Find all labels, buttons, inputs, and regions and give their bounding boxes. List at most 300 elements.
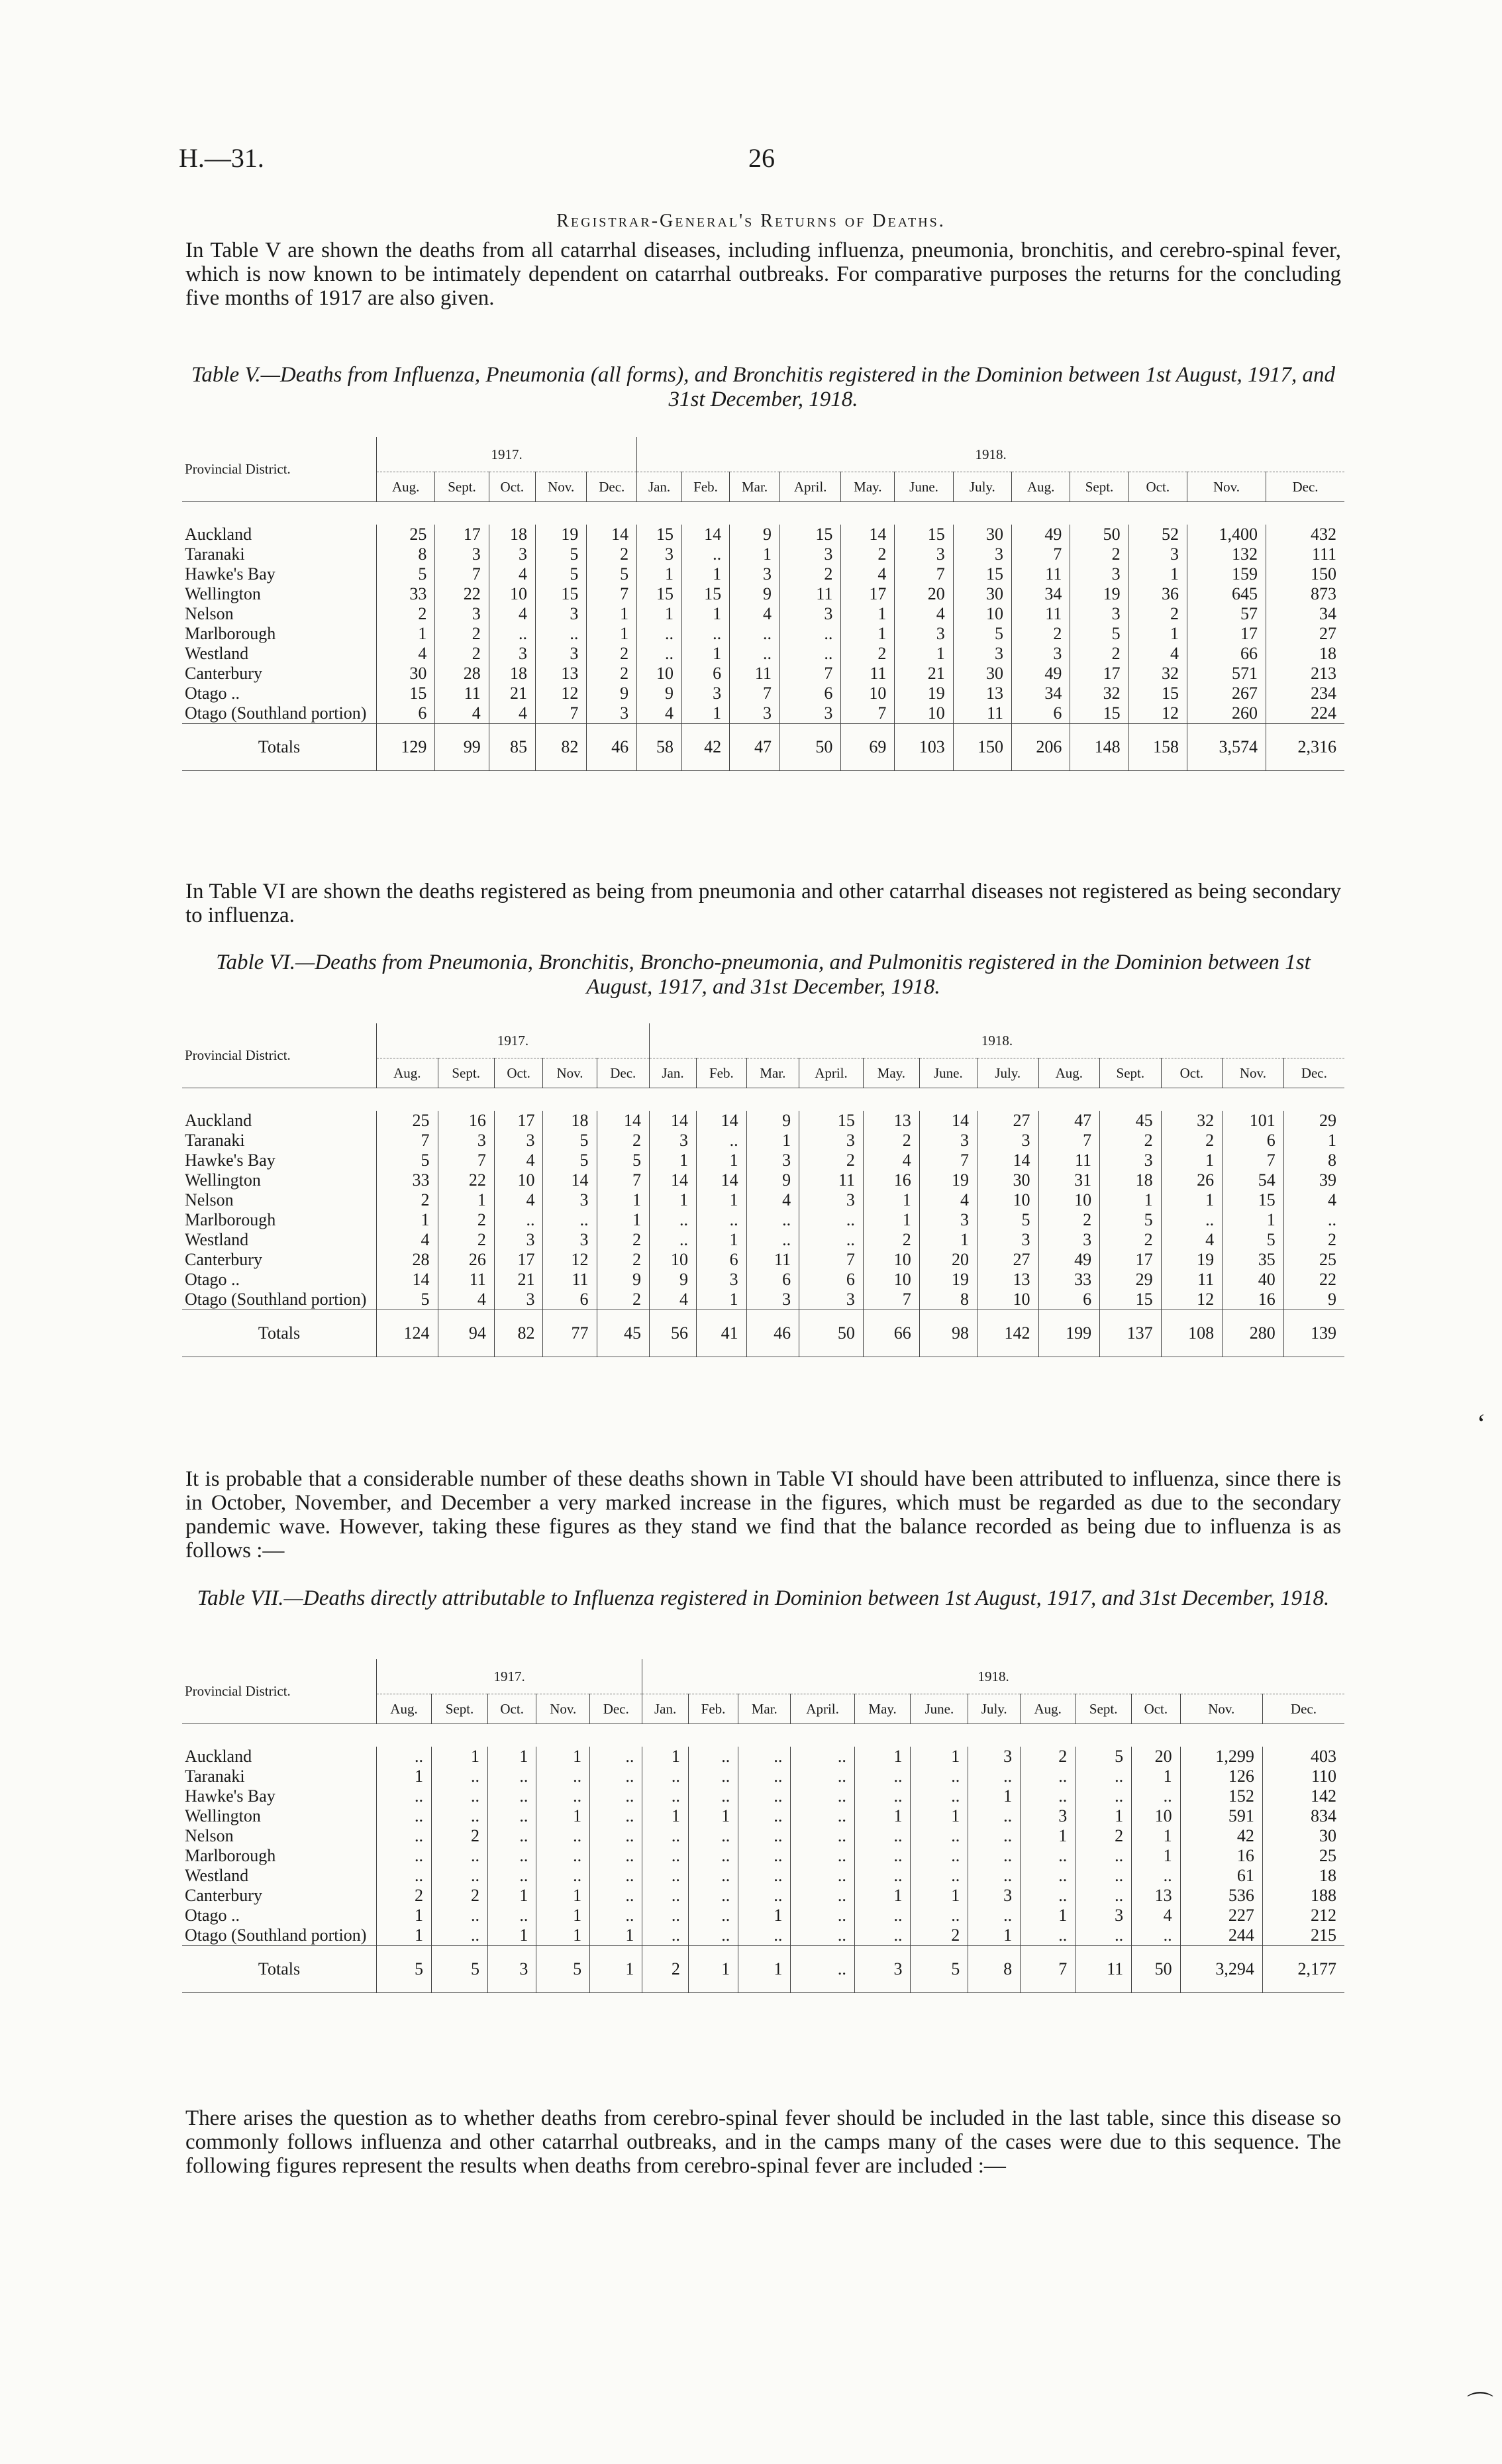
- table-cell: 31: [1038, 1170, 1100, 1190]
- district-name: Marlborough: [185, 1210, 276, 1229]
- table-cell: 215: [1262, 1925, 1344, 1946]
- table-cell: ..: [730, 624, 780, 644]
- table-cell: 22: [1283, 1270, 1344, 1290]
- table-cell: 4: [841, 564, 895, 584]
- table-cell: 2: [1038, 1210, 1100, 1230]
- total-cell: 1: [738, 1946, 791, 1993]
- table-cell: 4: [435, 703, 489, 724]
- table-cell: ..: [1076, 1786, 1132, 1806]
- table-cell: 3: [435, 544, 489, 564]
- table-cell: 10: [863, 1270, 919, 1290]
- table-cell: 4: [489, 604, 535, 624]
- table-cell: 5: [977, 1210, 1038, 1230]
- year-1918-header: 1918.: [642, 1659, 1344, 1694]
- table-cell: 7: [1223, 1151, 1284, 1170]
- table-cell: 20: [1132, 1747, 1180, 1767]
- table-cell: ..: [377, 1866, 432, 1886]
- total-cell: 280: [1223, 1310, 1284, 1357]
- district-name: Hawke's Bay: [185, 1151, 275, 1170]
- table-cell: 9: [597, 1270, 649, 1290]
- table-cell: 7: [799, 1250, 864, 1270]
- table-cell: ..: [649, 1210, 696, 1230]
- table-cell: 7: [535, 703, 586, 724]
- table-cell: ..: [590, 1786, 642, 1806]
- table-cell: 25: [1283, 1250, 1344, 1270]
- district-name: Nelson: [185, 1826, 234, 1845]
- month-header: May.: [863, 1058, 919, 1088]
- table-cell: 7: [779, 664, 840, 684]
- total-cell: 139: [1283, 1310, 1344, 1357]
- table-cell: 34: [1266, 604, 1344, 624]
- table-cell: 3: [435, 604, 489, 624]
- table-cell: 36: [1128, 584, 1187, 604]
- table-cell: 19: [919, 1270, 977, 1290]
- total-cell: 1: [688, 1946, 738, 1993]
- table-cell: 25: [377, 525, 435, 544]
- total-cell: 45: [597, 1310, 649, 1357]
- table-cell: 234: [1266, 684, 1344, 703]
- table-cell: 1: [649, 1190, 696, 1210]
- table-cell: 11: [1012, 564, 1070, 584]
- table-cell: ..: [1021, 1866, 1076, 1886]
- table-cell: 2: [863, 1131, 919, 1151]
- table-cell: 1: [697, 1151, 747, 1170]
- total-cell: ..: [791, 1946, 854, 1993]
- table-cell: 3: [953, 644, 1011, 664]
- table-cell: 57: [1187, 604, 1266, 624]
- table-cell: ..: [590, 1866, 642, 1886]
- table-cell: 1: [911, 1747, 968, 1767]
- table-cell: 29: [1100, 1270, 1162, 1290]
- table-cell: 18: [489, 525, 535, 544]
- table-cell: 591: [1180, 1806, 1262, 1826]
- district-name: Canterbury: [185, 1250, 262, 1269]
- table-cell: 1: [432, 1747, 488, 1767]
- table-cell: 14: [543, 1170, 597, 1190]
- table-cell: 11: [730, 664, 780, 684]
- month-header: Nov.: [536, 1694, 590, 1724]
- table-cell: 1: [681, 703, 729, 724]
- district-name: Auckland: [185, 1111, 252, 1130]
- table-cell: ..: [968, 1846, 1021, 1866]
- table-cell: 6: [799, 1270, 864, 1290]
- table-cell: 3: [543, 1230, 597, 1250]
- table-cell: 432: [1266, 525, 1344, 544]
- table-cell: 2: [1021, 1747, 1076, 1767]
- district-name: Marlborough: [185, 1846, 276, 1865]
- table-cell: ..: [688, 1826, 738, 1846]
- table-cell: 6: [543, 1290, 597, 1310]
- table-cell: 7: [597, 1170, 649, 1190]
- table-cell: ..: [1021, 1846, 1076, 1866]
- table-cell: 1: [536, 1925, 590, 1946]
- table-cell: 14: [697, 1170, 747, 1190]
- month-header: Jan.: [649, 1058, 696, 1088]
- table-cell: 61: [1180, 1866, 1262, 1886]
- table-cell: ..: [432, 1866, 488, 1886]
- table-cell: 3: [489, 544, 535, 564]
- totals-row: [182, 1946, 1344, 1993]
- table-cell: 159: [1187, 564, 1266, 584]
- month-header: Nov.: [1223, 1058, 1284, 1088]
- table-cell: 1: [637, 564, 682, 584]
- table-cell: 20: [919, 1250, 977, 1270]
- margin-mark: ⌒: [1467, 2390, 1493, 2420]
- total-cell: 5: [911, 1946, 968, 1993]
- district-name: Canterbury: [185, 664, 262, 683]
- table-cell: 16: [438, 1111, 494, 1131]
- table-row: [182, 1866, 1344, 1886]
- month-header: Oct.: [1132, 1694, 1180, 1724]
- table-cell: 25: [1262, 1846, 1344, 1866]
- district-name: Otago ..: [185, 684, 240, 703]
- table-cell: ..: [487, 1767, 536, 1786]
- table-cell: ..: [1076, 1846, 1132, 1866]
- table-cell: 15: [377, 684, 435, 703]
- district-name: Wellington: [185, 1170, 261, 1190]
- table-cell: 7: [919, 1151, 977, 1170]
- table-cell: ..: [791, 1826, 854, 1846]
- total-cell: 108: [1161, 1310, 1223, 1357]
- table-cell: 3: [746, 1151, 799, 1170]
- total-cell: 50: [1132, 1946, 1180, 1993]
- paragraph-after-table-vi: It is probable that a considerable number of these deaths shown in Table VI should have been attributed to influenza, since there is in October, November, and December a very marked increase in the figures, which must be regarded as due to the secondary pandemic wave. However, taking these figures as they stand we find that the balance recorded as being due to influenza is as follows :—: [185, 1467, 1341, 1563]
- table-cell: ..: [642, 1826, 689, 1846]
- table-cell: ..: [487, 1806, 536, 1826]
- table-cell: 14: [649, 1170, 696, 1190]
- table-vii: [182, 1659, 1344, 1993]
- table-cell: 27: [977, 1111, 1038, 1131]
- table-cell: 2: [597, 1250, 649, 1270]
- table-cell: ..: [489, 624, 535, 644]
- table-cell: 873: [1266, 584, 1344, 604]
- table-cell: 212: [1262, 1906, 1344, 1925]
- table-cell: ..: [377, 1826, 432, 1846]
- table-row: [182, 1250, 1344, 1270]
- table-cell: 2: [863, 1230, 919, 1250]
- table-cell: ..: [688, 1786, 738, 1806]
- table-cell: 2: [1283, 1230, 1344, 1250]
- table-cell: 1: [841, 604, 895, 624]
- table-cell: ..: [854, 1925, 911, 1946]
- month-header: Nov.: [1180, 1694, 1262, 1724]
- table-cell: ..: [487, 1826, 536, 1846]
- table-vi: [182, 1023, 1344, 1357]
- table-cell: ..: [681, 624, 729, 644]
- table-cell: ..: [494, 1210, 543, 1230]
- table-cell: 1: [746, 1131, 799, 1151]
- total-cell: 3: [854, 1946, 911, 1993]
- district-name: Otago (Southland portion): [185, 1925, 367, 1945]
- table-cell: 7: [895, 564, 953, 584]
- table-cell: 1: [1283, 1131, 1344, 1151]
- table-cell: 49: [1012, 525, 1070, 544]
- table-cell: ..: [968, 1866, 1021, 1886]
- table-cell: 132: [1187, 544, 1266, 564]
- table-cell: 52: [1128, 525, 1187, 544]
- table-cell: 2: [435, 624, 489, 644]
- month-header: April.: [779, 472, 840, 502]
- table-cell: 1: [968, 1925, 1021, 1946]
- table-cell: 18: [543, 1111, 597, 1131]
- total-cell: 50: [799, 1310, 864, 1357]
- table-cell: 1: [1161, 1190, 1223, 1210]
- table-cell: 32: [1161, 1111, 1223, 1131]
- table-cell: 15: [1100, 1290, 1162, 1310]
- table-cell: 17: [1187, 624, 1266, 644]
- table-cell: 2: [435, 644, 489, 664]
- table-cell: 26: [438, 1250, 494, 1270]
- table-cell: 15: [535, 584, 586, 604]
- table-cell: 66: [1187, 644, 1266, 664]
- table-cell: ..: [637, 624, 682, 644]
- total-cell: 41: [697, 1310, 747, 1357]
- table-cell: 17: [494, 1250, 543, 1270]
- table-cell: 3: [968, 1747, 1021, 1767]
- table-cell: 1: [1128, 564, 1187, 584]
- table-cell: 1: [681, 564, 729, 584]
- year-1917-header: 1917.: [377, 437, 637, 472]
- table-cell: 19: [535, 525, 586, 544]
- table-cell: ..: [911, 1826, 968, 1846]
- table-row: [182, 1190, 1344, 1210]
- total-cell: 8: [968, 1946, 1021, 1993]
- totals-row: [182, 1310, 1344, 1357]
- table-cell: 1: [697, 1290, 747, 1310]
- table-cell: ..: [738, 1886, 791, 1906]
- table-cell: 1: [863, 1210, 919, 1230]
- table-cell: 42: [1180, 1826, 1262, 1846]
- table-cell: 1: [487, 1747, 536, 1767]
- table-cell: 22: [438, 1170, 494, 1190]
- table-row: [182, 1151, 1344, 1170]
- table-cell: ..: [738, 1806, 791, 1826]
- table-cell: 3: [799, 1190, 864, 1210]
- table-cell: 1: [854, 1886, 911, 1906]
- table-cell: ..: [642, 1925, 689, 1946]
- table-cell: 2: [1070, 544, 1128, 564]
- table-cell: 7: [435, 564, 489, 584]
- table-cell: 8: [919, 1290, 977, 1310]
- month-header: Oct.: [487, 1694, 536, 1724]
- table-cell: 5: [377, 564, 435, 584]
- table-cell: 403: [1262, 1747, 1344, 1767]
- table-cell: 4: [494, 1190, 543, 1210]
- table-cell: ..: [536, 1866, 590, 1886]
- table-cell: 4: [919, 1190, 977, 1210]
- table-cell: 3: [953, 544, 1011, 564]
- table-cell: ..: [746, 1210, 799, 1230]
- table-cell: 2: [779, 564, 840, 584]
- table-cell: 4: [1128, 644, 1187, 664]
- table-cell: 4: [730, 604, 780, 624]
- table-cell: 1: [536, 1747, 590, 1767]
- month-header: July.: [968, 1694, 1021, 1724]
- table-cell: 4: [494, 1151, 543, 1170]
- month-header: Oct.: [1128, 472, 1187, 502]
- total-cell: 50: [779, 724, 840, 771]
- table-row: [182, 684, 1344, 703]
- table-cell: ..: [688, 1767, 738, 1786]
- table-cell: 1: [911, 1886, 968, 1906]
- table-cell: ..: [432, 1846, 488, 1866]
- table-cell: 18: [1100, 1170, 1162, 1190]
- table-cell: ..: [642, 1906, 689, 1925]
- table-cell: 13: [953, 684, 1011, 703]
- table-cell: ..: [799, 1210, 864, 1230]
- table-cell: 45: [1100, 1111, 1162, 1131]
- table-row: [182, 1131, 1344, 1151]
- table-cell: 645: [1187, 584, 1266, 604]
- table-cell: 1: [487, 1886, 536, 1906]
- table-cell: 2: [587, 644, 637, 664]
- table-cell: 19: [895, 684, 953, 703]
- margin-mark: ‘: [1477, 1408, 1486, 1438]
- totals-label: Totals: [258, 1323, 301, 1343]
- month-header: Aug.: [377, 1694, 432, 1724]
- total-cell: 47: [730, 724, 780, 771]
- table-cell: 11: [841, 664, 895, 684]
- table-cell: ..: [642, 1886, 689, 1906]
- table-cell: ..: [911, 1906, 968, 1925]
- table-cell: 11: [1161, 1270, 1223, 1290]
- total-cell: 66: [863, 1310, 919, 1357]
- total-cell: 7: [1021, 1946, 1076, 1993]
- table-cell: 7: [1012, 544, 1070, 564]
- table-cell: 3: [535, 604, 586, 624]
- table-cell: 30: [377, 664, 435, 684]
- table-cell: 6: [1012, 703, 1070, 724]
- table-cell: ..: [791, 1906, 854, 1925]
- table-cell: ..: [791, 1767, 854, 1786]
- table-cell: 3: [730, 564, 780, 584]
- table-cell: 3: [779, 703, 840, 724]
- month-header: Oct.: [494, 1058, 543, 1088]
- month-header: May.: [854, 1694, 911, 1724]
- table-cell: 4: [1283, 1190, 1344, 1210]
- table-cell: ..: [1076, 1866, 1132, 1886]
- month-header: Sept.: [1100, 1058, 1162, 1088]
- month-header: April.: [791, 1694, 854, 1724]
- total-cell: 206: [1012, 724, 1070, 771]
- table-cell: 21: [494, 1270, 543, 1290]
- total-cell: 124: [377, 1310, 438, 1357]
- table-cell: ..: [791, 1806, 854, 1826]
- table-cell: 1: [895, 644, 953, 664]
- table-cell: ..: [791, 1886, 854, 1906]
- month-header: Sept.: [435, 472, 489, 502]
- table-cell: 10: [494, 1170, 543, 1190]
- table-cell: 9: [730, 584, 780, 604]
- year-1917-header: 1917.: [377, 1023, 650, 1058]
- table-cell: 1: [911, 1806, 968, 1826]
- month-header: Dec.: [587, 472, 637, 502]
- table-cell: 2: [597, 1290, 649, 1310]
- table-cell: 3: [1070, 604, 1128, 624]
- table-cell: 3: [637, 544, 682, 564]
- month-header: Dec.: [1283, 1058, 1344, 1088]
- table-cell: 2: [1076, 1826, 1132, 1846]
- table-cell: ..: [487, 1786, 536, 1806]
- table-cell: 19: [919, 1170, 977, 1190]
- table-cell: 8: [1283, 1151, 1344, 1170]
- table-cell: ..: [681, 544, 729, 564]
- table-cell: 9: [730, 525, 780, 544]
- table-cell: 4: [377, 1230, 438, 1250]
- table-cell: 834: [1262, 1806, 1344, 1826]
- month-header: Sept.: [1070, 472, 1128, 502]
- table-cell: 244: [1180, 1925, 1262, 1946]
- page-number: 26: [748, 143, 775, 173]
- totals-label: Totals: [258, 737, 301, 756]
- table-cell: 3: [799, 1290, 864, 1310]
- table-cell: 4: [649, 1290, 696, 1310]
- total-cell: 1: [590, 1946, 642, 1993]
- table-cell: 2: [1128, 604, 1187, 624]
- total-cell: 158: [1128, 724, 1187, 771]
- table-cell: 5: [377, 1151, 438, 1170]
- table-cell: 3: [919, 1210, 977, 1230]
- total-cell: 99: [435, 724, 489, 771]
- table-cell: 16: [1180, 1846, 1262, 1866]
- table-row: [182, 544, 1344, 564]
- table-cell: 5: [543, 1151, 597, 1170]
- table-row: [182, 1906, 1344, 1925]
- table-cell: 1,299: [1180, 1747, 1262, 1767]
- table-cell: 14: [597, 1111, 649, 1131]
- table-row: [182, 1826, 1344, 1846]
- month-header: Dec.: [597, 1058, 649, 1088]
- table-cell: 33: [377, 584, 435, 604]
- table-cell: ..: [968, 1826, 1021, 1846]
- table-cell: 2: [1100, 1230, 1162, 1250]
- total-cell: 46: [746, 1310, 799, 1357]
- table-cell: 1: [642, 1806, 689, 1826]
- table-cell: ..: [377, 1846, 432, 1866]
- table-cell: ..: [688, 1866, 738, 1886]
- table-row: [182, 1210, 1344, 1230]
- table-cell: 1,400: [1187, 525, 1266, 544]
- month-header: May.: [841, 472, 895, 502]
- table-cell: 19: [1070, 584, 1128, 604]
- table-cell: 4: [489, 564, 535, 584]
- table-cell: 1: [919, 1230, 977, 1250]
- district-name: Wellington: [185, 1806, 261, 1825]
- table-cell: 7: [841, 703, 895, 724]
- table-cell: 3: [895, 624, 953, 644]
- table-cell: ..: [543, 1210, 597, 1230]
- total-cell: 98: [919, 1310, 977, 1357]
- table-cell: 142: [1262, 1786, 1344, 1806]
- table-cell: 5: [1076, 1747, 1132, 1767]
- month-header: June.: [911, 1694, 968, 1724]
- table-cell: ..: [642, 1846, 689, 1866]
- table-cell: 5: [543, 1131, 597, 1151]
- year-1918-header: 1918.: [649, 1023, 1344, 1058]
- table-cell: 12: [535, 684, 586, 703]
- table-cell: 9: [746, 1111, 799, 1131]
- table-cell: 1: [1021, 1906, 1076, 1925]
- district-name: Taranaki: [185, 1767, 245, 1786]
- month-header: Nov.: [535, 472, 586, 502]
- table-cell: 3: [895, 544, 953, 564]
- table-cell: 3: [438, 1131, 494, 1151]
- month-header: Aug.: [377, 1058, 438, 1088]
- table-cell: ..: [854, 1786, 911, 1806]
- table-cell: 15: [953, 564, 1011, 584]
- table-cell: 4: [746, 1190, 799, 1210]
- table-cell: ..: [1161, 1210, 1223, 1230]
